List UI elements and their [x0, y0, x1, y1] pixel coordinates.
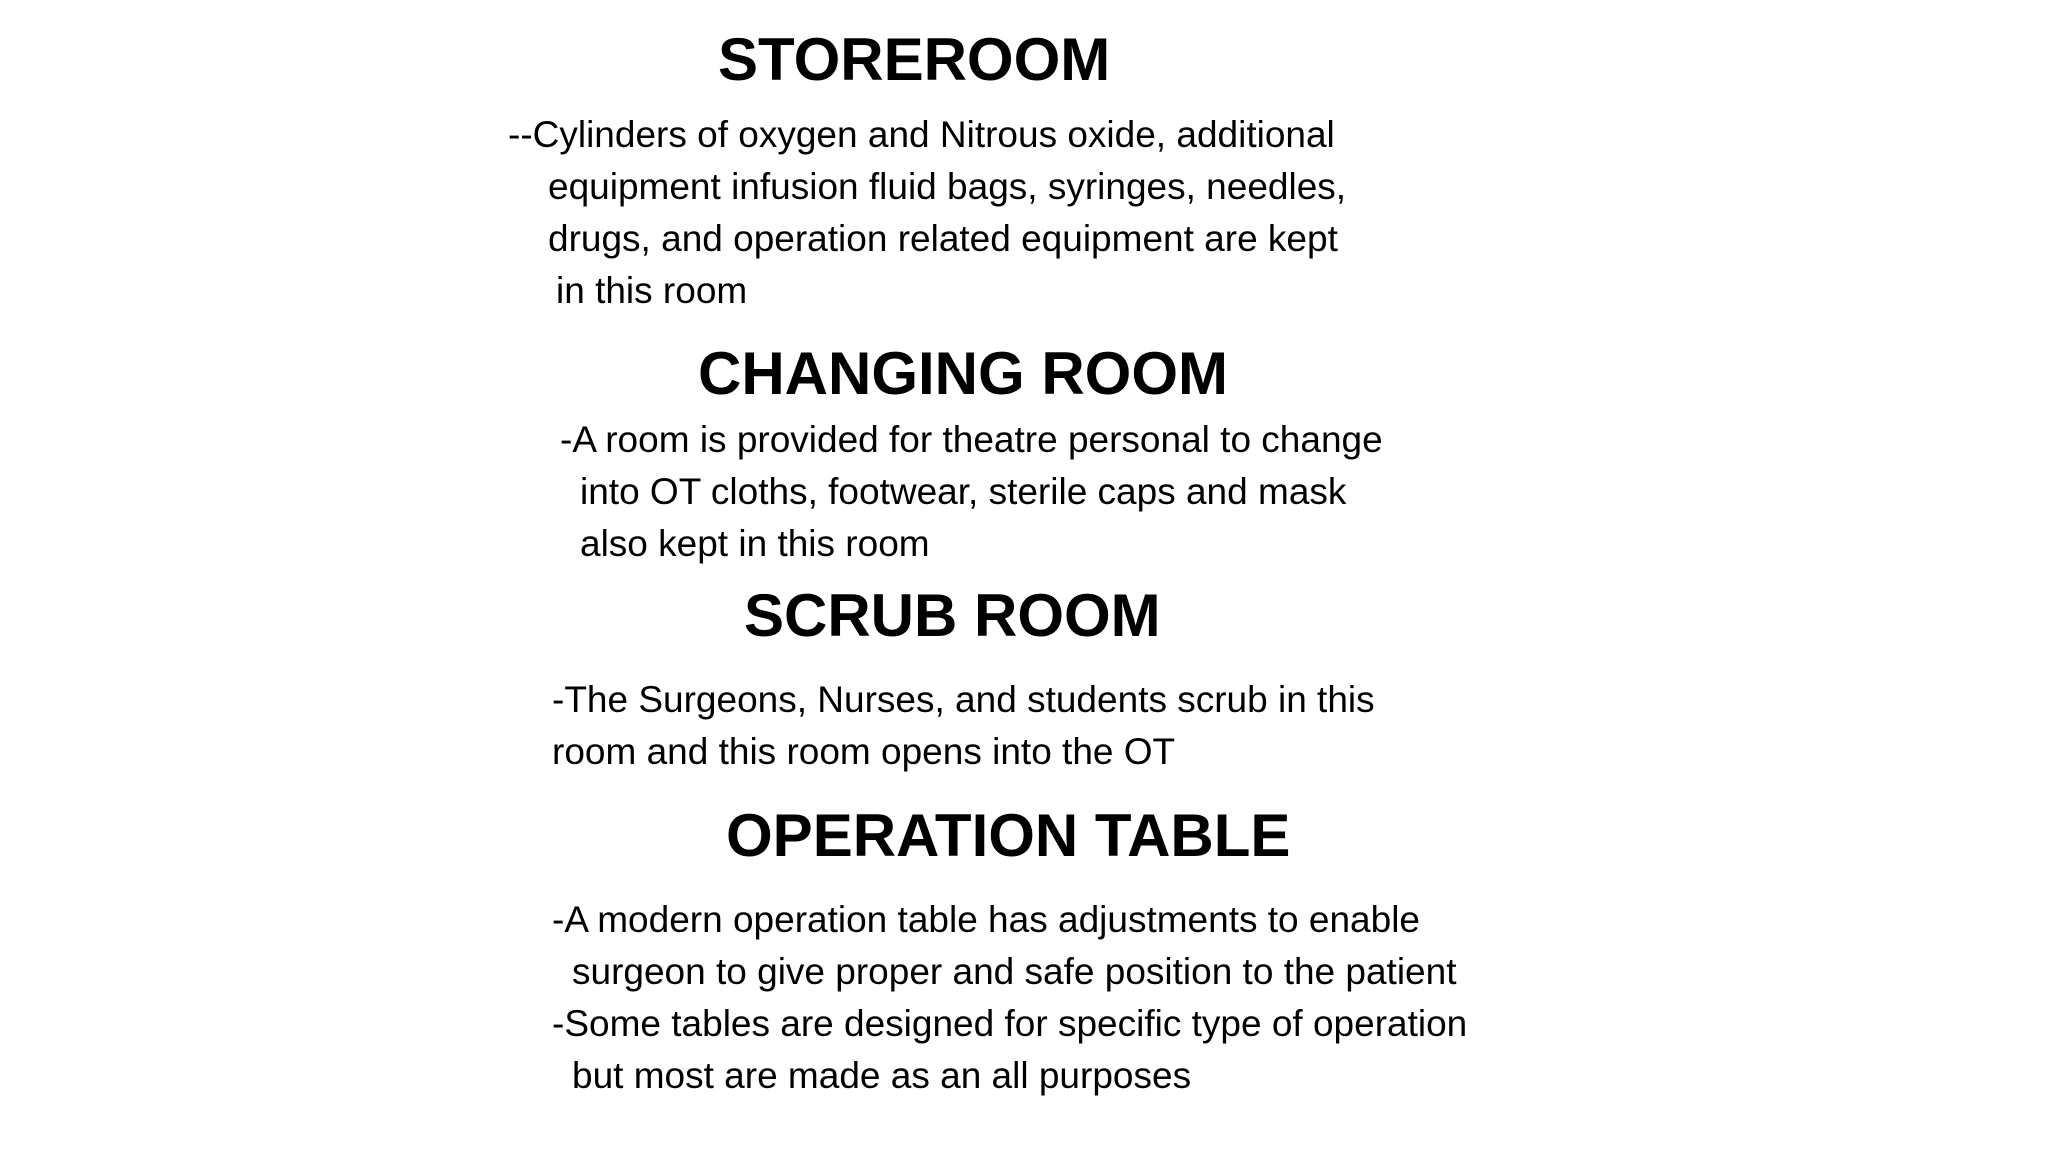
storeroom-text-line: --Cylinders of oxygen and Nitrous oxide, additional [508, 114, 1335, 155]
operation-table-text-line: surgeon to give proper and safe position to the patient [572, 951, 1457, 992]
heading-scrub-room: SCRUB ROOM [744, 582, 1161, 649]
storeroom-text-line: equipment infusion fluid bags, syringes, needles, [548, 166, 1347, 207]
heading-storeroom: STOREROOM [718, 26, 1111, 93]
heading-operation-table: OPERATION TABLE [726, 802, 1291, 869]
heading-changing-room: CHANGING ROOM [698, 340, 1228, 407]
changing-room-text-line: -A room is provided for theatre personal to change [560, 419, 1383, 460]
changing-room-text-line: also kept in this room [580, 523, 930, 564]
storeroom-text-line: drugs, and operation related equipment are kept [548, 218, 1338, 259]
storeroom-text-line: in this room [556, 270, 748, 311]
scrub-room-text-line: room and this room opens into the OT [552, 731, 1176, 772]
scrub-room-text-line: -The Surgeons, Nurses, and students scrub in this [552, 679, 1375, 720]
changing-room-text-line: into OT cloths, footwear, sterile caps and mask [580, 471, 1347, 512]
operation-table-text-line: -A modern operation table has adjustments to enable [552, 899, 1421, 940]
operation-table-text-line: -Some tables are designed for specific type of operation [552, 1003, 1468, 1044]
operation-table-text-line: but most are made as an all purposes [572, 1055, 1192, 1096]
